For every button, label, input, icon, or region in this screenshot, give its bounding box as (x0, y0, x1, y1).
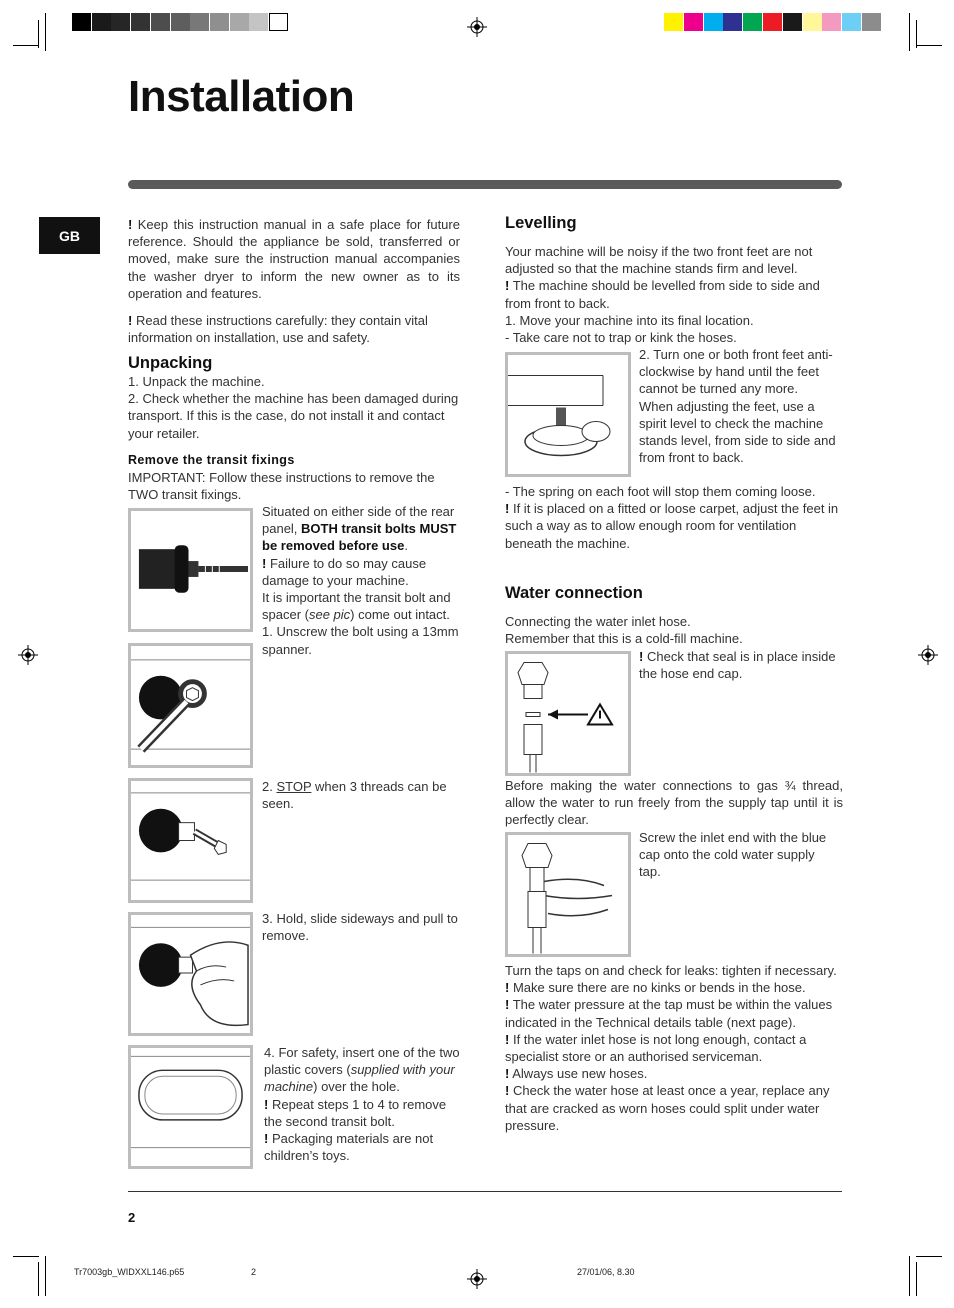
color-swatch (763, 13, 782, 31)
crop-mark (916, 1262, 917, 1296)
packaging-warning: Packaging materials are not children’s toys. (264, 1131, 434, 1164)
registration-mark-icon (918, 645, 938, 665)
transit-block-1-warn: Failure to do so may cause damage to your machine. (262, 555, 427, 588)
warning-mark: ! (262, 555, 267, 571)
warning-mark: ! (128, 217, 133, 232)
bottom-rule (128, 1191, 842, 1192)
supplied-note: supplied with your machine (264, 1062, 455, 1095)
color-swatch (862, 13, 881, 31)
water-para-5: Screw the inlet end with the blue cap onto the cold water supply tap. (639, 830, 827, 880)
hose-seal-image (505, 651, 631, 776)
page-number: 2 (128, 1210, 136, 1225)
page-title: Installation (128, 72, 355, 121)
warning-mark: ! (505, 980, 510, 996)
unpacking-steps (128, 373, 466, 442)
registration-mark-icon (467, 17, 487, 37)
lev-para-8: If it is placed on a fitted or loose carpet, adjust the feet in such a way as to allow enough room for ventilation beneath the machine. (505, 501, 839, 551)
unpacking-step-1: 1. Unpack the machine. (128, 374, 265, 389)
gray-swatch (131, 13, 150, 31)
spanner-image (128, 643, 253, 768)
gray-swatch (72, 13, 91, 31)
color-swatch (783, 13, 802, 31)
crop-mark (13, 45, 39, 46)
color-swatch (684, 13, 703, 31)
gray-swatch (190, 13, 209, 31)
gray-swatch (151, 13, 170, 31)
unpacking-heading: Unpacking (128, 354, 213, 372)
warning-mark: ! (505, 997, 510, 1013)
water-notes (505, 962, 843, 1134)
crop-mark (38, 20, 39, 48)
lev-para-3: 1. Move your machine into its final location. (505, 312, 754, 328)
see-pic: see pic (308, 607, 351, 623)
transit-heading: Remove the transit fixings (128, 453, 295, 467)
water-intro (505, 613, 843, 647)
warning-mark: ! (264, 1096, 269, 1112)
water-para-4: Before making the water connections to gas ¾ thread, allow the water to run freely from the supply tap until it is perfectly clear. (505, 778, 843, 828)
transit-bolt-image (128, 508, 253, 632)
language-tab: GB (39, 217, 100, 254)
transit-block-1-important-end: ) come out intact. (350, 607, 450, 623)
stop-word: STOP (276, 779, 312, 794)
warning-mark: ! (505, 1031, 510, 1047)
step-2-text: when 3 threads can be seen. (262, 779, 447, 812)
lev-para-2: The machine should be levelled from side to side and from front to back. (505, 278, 820, 311)
unpacking-step-2: 2. Check whether the machine has been damaged during transport. If this is the case, do not install it and contact your retailer. (128, 391, 459, 441)
warning-mark: ! (505, 1083, 510, 1099)
transit-intro: IMPORTANT: Follow these instructions to remove the TWO transit fixings. (128, 470, 435, 503)
footer-filename: Tr7003gb_WIDXXL146.p65 (74, 1267, 185, 1277)
color-swatch (664, 13, 683, 31)
gray-swatch (111, 13, 130, 31)
intro-note-2 (128, 312, 460, 346)
gray-swatch (210, 13, 229, 31)
bolt-threads-image (128, 778, 253, 903)
footer-date: 27/01/06, 8.30 (577, 1267, 635, 1277)
lev-para-6: When adjusting the feet, use a spirit level to check the machine stands level, from side to side and from front to back. (639, 398, 836, 466)
water-para-9: If the water inlet hose is not long enough, contact a specialist store or an authorised serviceman. (505, 1031, 807, 1065)
water-para-8: The water pressure at the tap must be within the values indicated in the Technical details table (next page). (505, 997, 833, 1030)
crop-mark (45, 13, 46, 51)
transit-block-1-bold: BOTH transit bolts MUST be removed before use (262, 521, 457, 554)
gray-swatch (92, 13, 111, 31)
lev-para-7: - The spring on each foot will stop them coming loose. (505, 484, 816, 499)
crop-mark (916, 45, 942, 46)
levelling-more (505, 483, 843, 552)
lev-para-1: Your machine will be noisy if the two front feet are not adjusted so that the machine stands firm and level. (505, 244, 813, 277)
water-para-10: Always use new hoses. (512, 1066, 648, 1082)
color-swatch (723, 13, 742, 31)
crop-mark (916, 20, 917, 48)
warning-mark: ! (128, 313, 133, 328)
step-2-number: 2. (262, 779, 273, 794)
title-rule (128, 180, 842, 189)
color-swatch (822, 13, 841, 31)
water-para-6: Turn the taps on and check for leaks: tighten if necessary. (505, 963, 837, 978)
step-4-end: ) over the hole. (313, 1079, 400, 1095)
hand-removing-bolt-image (128, 912, 253, 1036)
levelling-foot-image (505, 352, 631, 477)
transit-step-1: 1. Unscrew the bolt using a 13mm spanner. (262, 624, 459, 657)
transit-block-1-lead: Situated on either side of the rear panel, (262, 504, 455, 537)
transit-step-2 (262, 778, 462, 812)
gray-swatch (230, 13, 249, 31)
repeat-steps-note: Repeat steps 1 to 4 to remove the second transit bolt. (264, 1096, 447, 1129)
registration-mark-icon (467, 1269, 487, 1289)
seal-check-text: Check that seal is in place inside the hose end cap. (639, 649, 836, 682)
intro-note-1 (128, 216, 460, 302)
crop-mark (909, 1256, 910, 1296)
warning-mark: ! (639, 649, 644, 664)
seal-check-note (639, 648, 839, 682)
water-heading: Water connection (505, 584, 643, 602)
crop-mark (916, 1256, 942, 1257)
intro-text-2: Read these instructions carefully: they contain vital information on installation, use and safety. (128, 313, 428, 346)
transit-block-1-important: It is important the transit bolt and spacer ( (262, 590, 451, 623)
gray-swatch (171, 13, 190, 31)
warning-mark: ! (505, 501, 510, 517)
water-para-11: Check the water hose at least once a year, replace any that are cracked as worn hoses could split under water pressure. (505, 1083, 830, 1133)
color-swatch (803, 13, 822, 31)
transit-step-4 (264, 1044, 462, 1164)
warning-mark: ! (264, 1131, 269, 1147)
levelling-text (505, 243, 843, 346)
intro-text-1: Keep this instruction manual in a safe place for future reference. Should the appliance be sold, transferred or moved, make sure the instruction manual accompanies the washer dryer to inform the new owner as to its operation and features. (128, 217, 460, 301)
step-4-text: 4. For safety, insert one of the two plastic covers ( (264, 1045, 460, 1078)
gray-swatch (249, 13, 268, 31)
tap-connection-image (505, 832, 631, 957)
warning-mark: ! (505, 278, 510, 294)
transit-block-1-end: . (404, 538, 408, 554)
levelling-heading: Levelling (505, 214, 577, 232)
water-para-1: Connecting the water inlet hose. (505, 614, 691, 629)
crop-mark (38, 1262, 39, 1296)
warning-mark: ! (505, 1066, 510, 1082)
crop-mark (909, 13, 910, 51)
transit-step-3: 3. Hold, slide sideways and pull to remove. (262, 911, 458, 944)
water-para-2: Remember that this is a cold-fill machine. (505, 631, 743, 647)
water-para-7: Make sure there are no kinks or bends in the hose. (512, 980, 806, 996)
crop-mark (13, 1256, 39, 1257)
gray-swatch (269, 13, 288, 31)
color-swatch (842, 13, 861, 31)
crop-mark (45, 1256, 46, 1296)
plastic-cover-image (128, 1045, 253, 1169)
transit-block-1 (262, 503, 462, 658)
registration-mark-icon (18, 645, 38, 665)
lev-para-4: - Take care not to trap or kink the hoses. (505, 330, 737, 346)
color-swatch (743, 13, 762, 31)
color-swatch (704, 13, 723, 31)
footer-page: 2 (251, 1267, 257, 1277)
levelling-instructions (639, 346, 841, 466)
lev-para-5: 2. Turn one or both front feet anti-clockwise by hand until the feet cannot be turned any more. (639, 347, 833, 397)
